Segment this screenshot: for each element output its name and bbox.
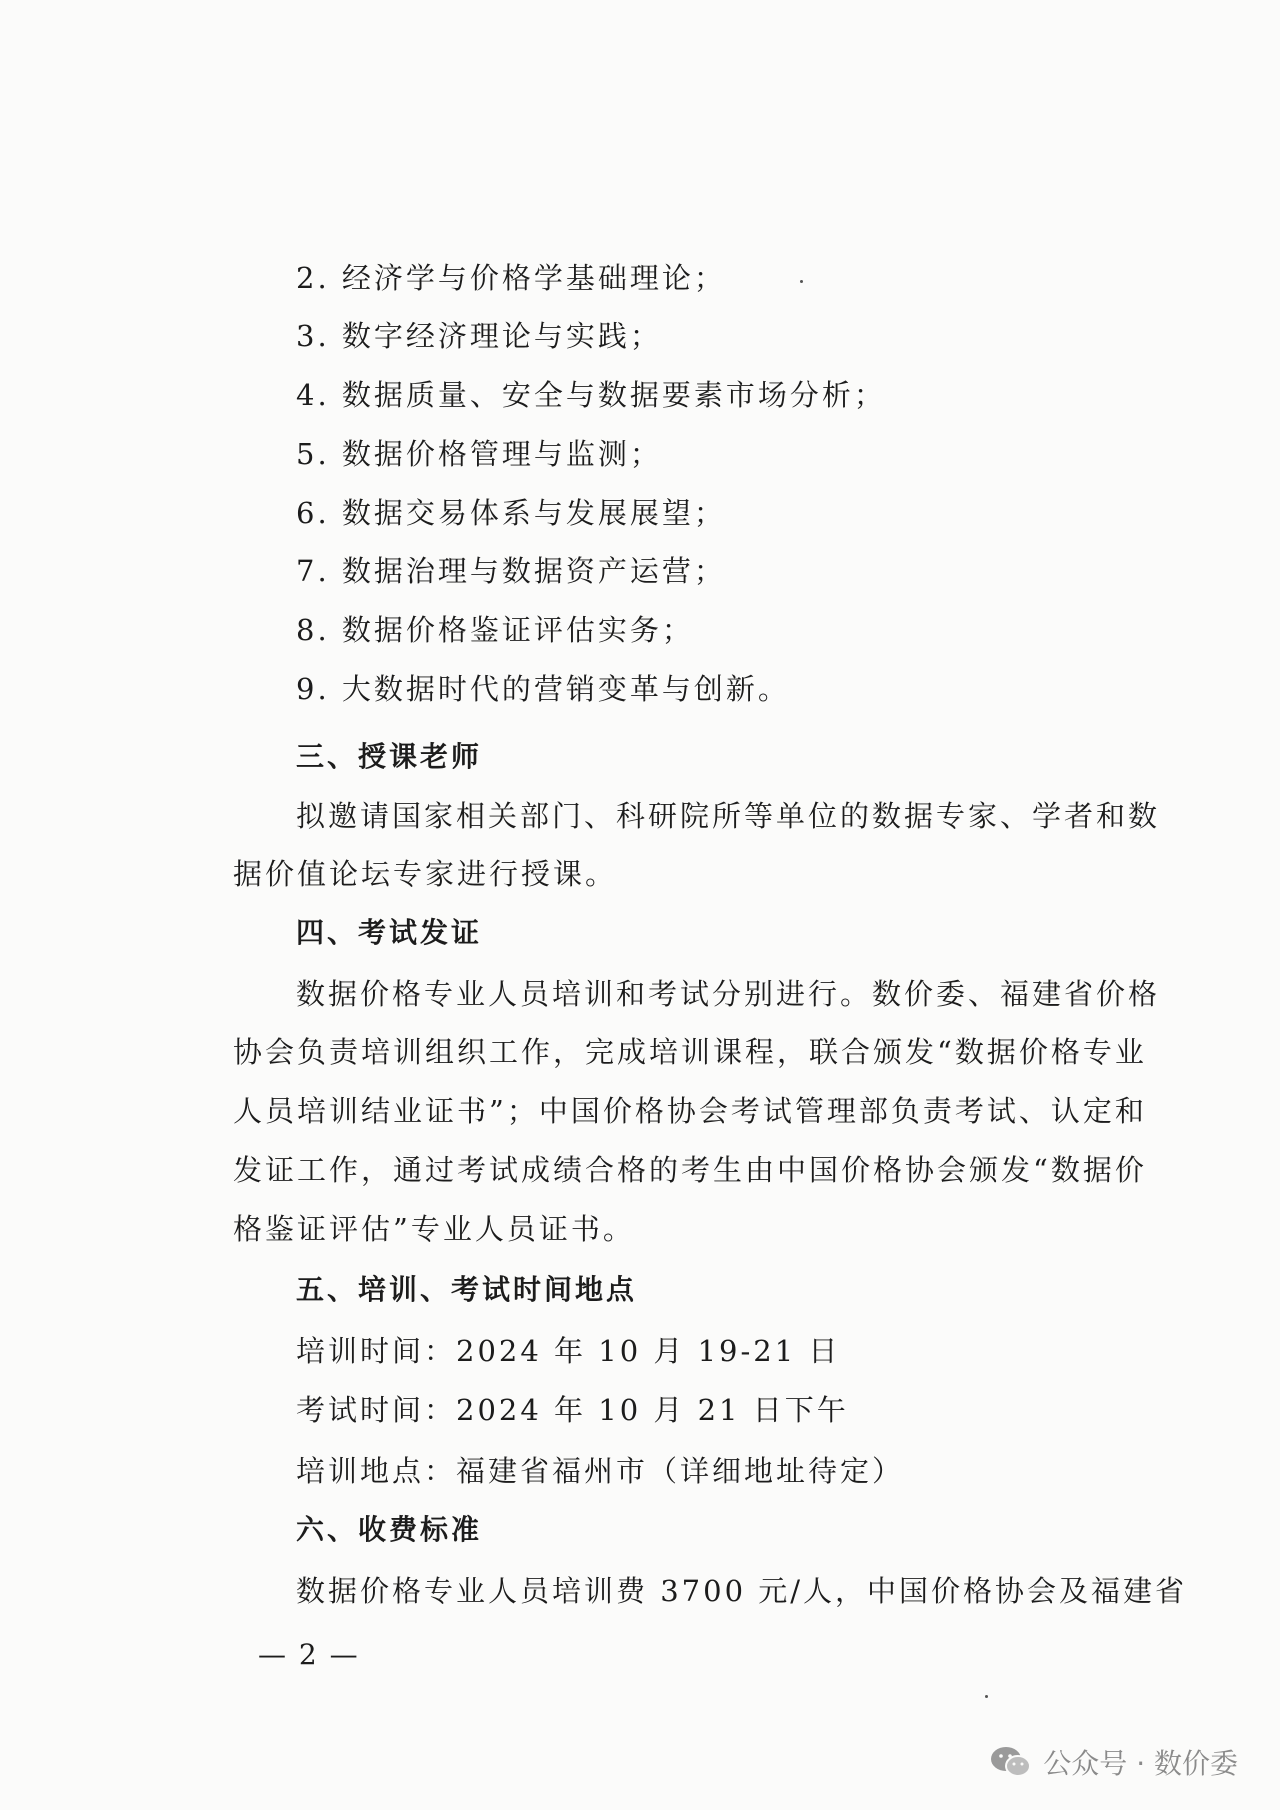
paragraph-line: 数据价格专业人员培训费 3700 元/人，中国价格协会及福建省 bbox=[296, 1574, 1188, 1608]
wechat-icon bbox=[989, 1744, 1033, 1780]
list-item: 8. 数据价格鉴证评估实务； bbox=[296, 613, 694, 647]
list-item: 3. 数字经济理论与实践； bbox=[296, 319, 662, 353]
scan-speck bbox=[985, 1695, 988, 1698]
paragraph-line: 协会负责培训组织工作，完成培训课程，联合颁发“数据价格专业 bbox=[233, 1035, 1147, 1069]
watermark bbox=[989, 1742, 1238, 1782]
list-item: 4. 数据质量、安全与数据要素市场分析； bbox=[296, 378, 886, 412]
list-item: 5. 数据价格管理与监测； bbox=[296, 437, 662, 471]
section-heading: 四、考试发证 bbox=[296, 916, 483, 949]
paragraph-line: 据价值论坛专家进行授课。 bbox=[233, 857, 618, 891]
watermark-text: 公众号 · 数价委 bbox=[1043, 1747, 1238, 1780]
page-number: — 2 — bbox=[258, 1638, 360, 1671]
section-heading: 三、授课老师 bbox=[296, 740, 483, 773]
info-line: 考试时间：2024 年 10 月 21 日下午 bbox=[296, 1393, 849, 1427]
scan-speck bbox=[800, 280, 803, 283]
info-line: 培训地点：福建省福州市（详细地址待定） bbox=[296, 1454, 905, 1488]
paragraph-line: 发证工作，通过考试成绩合格的考生由中国价格协会颁发“数据价 bbox=[233, 1153, 1147, 1187]
list-item: 2. 经济学与价格学基础理论； bbox=[296, 261, 726, 295]
list-item: 9. 大数据时代的营销变革与创新。 bbox=[296, 672, 790, 706]
list-item: 6. 数据交易体系与发展展望； bbox=[296, 496, 726, 530]
paragraph-line: 拟邀请国家相关部门、科研院所等单位的数据专家、学者和数 bbox=[296, 799, 1161, 833]
list-item: 7. 数据治理与数据资产运营； bbox=[296, 554, 726, 588]
paragraph-line: 数据价格专业人员培训和考试分别进行。数价委、福建省价格 bbox=[296, 977, 1161, 1011]
paragraph-line: 格鉴证评估”专业人员证书。 bbox=[233, 1212, 635, 1246]
paragraph-line: 人员培训结业证书”；中国价格协会考试管理部负责考试、认定和 bbox=[233, 1094, 1147, 1128]
section-heading: 五、培训、考试时间地点 bbox=[296, 1273, 638, 1306]
info-line: 培训时间：2024 年 10 月 19-21 日 bbox=[296, 1334, 841, 1368]
section-heading: 六、收费标准 bbox=[296, 1513, 483, 1546]
